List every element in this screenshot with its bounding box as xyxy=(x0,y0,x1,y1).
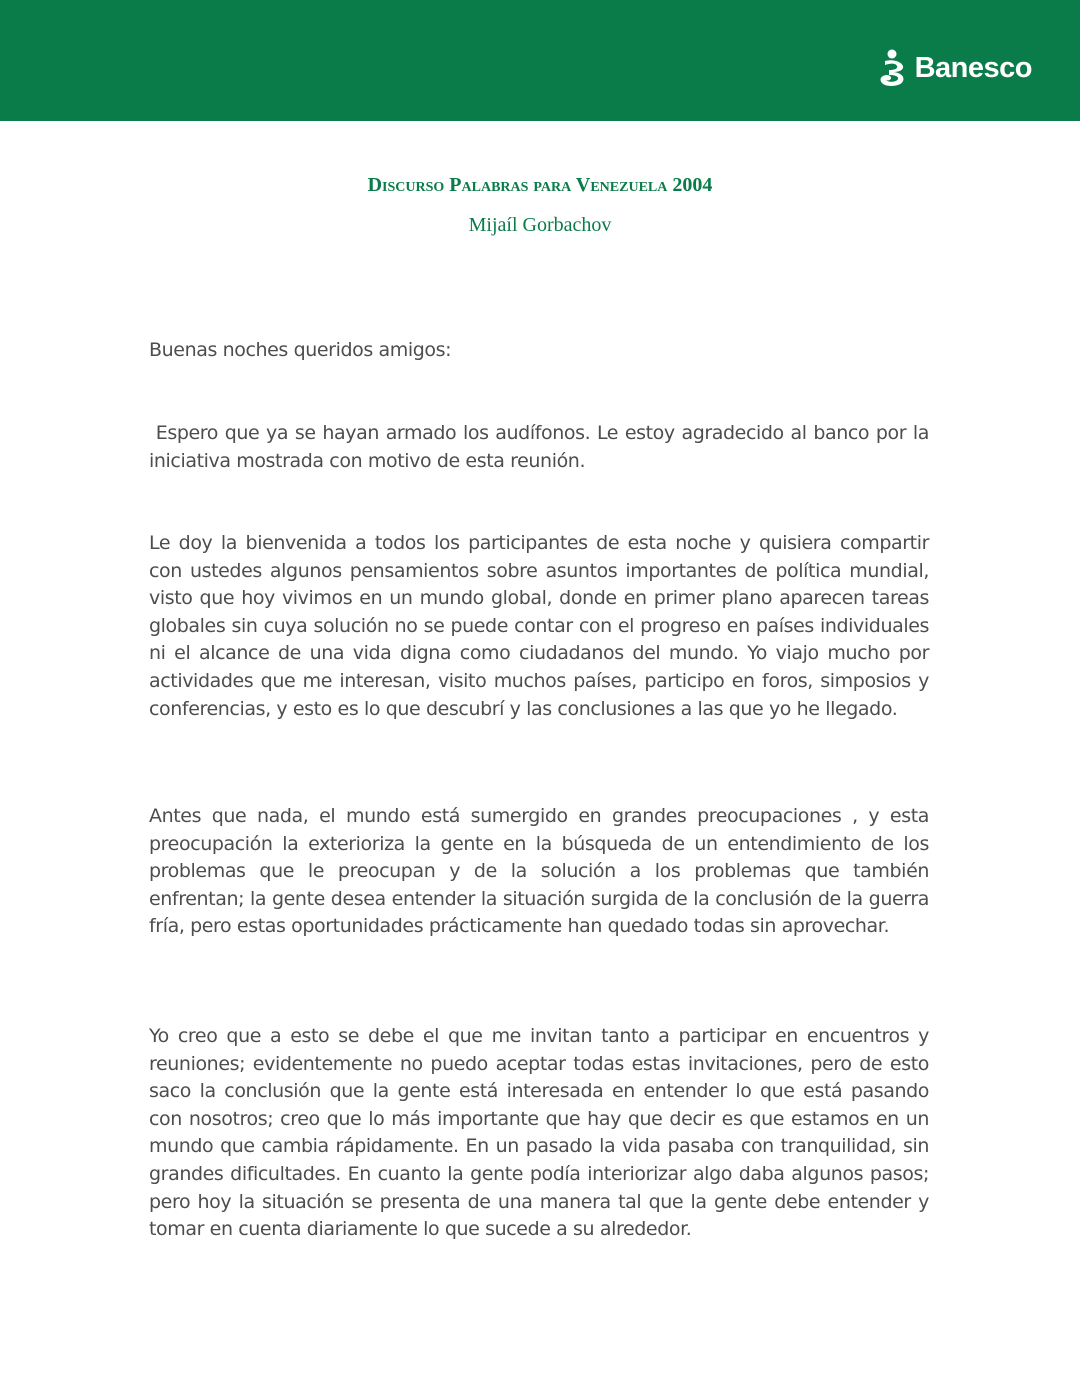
paragraph-text: Yo creo que a esto se debe el que me invitan tanto a participar en encuentros y reuniones; evidentemente no puedo aceptar todas estas invitaciones, pero de esto saco la conclusión que la gente está interesada en entender lo que está pasando con nosotros; creo que lo más importante que hay que decir es que estamos en un mundo que cambia rápidamente. En un pasado la vida pasaba con tranquilidad, sin grandes dificultades. En cuanto la gente podía interiorizar algo daba algunos pasos; pero hoy la situación se presenta de una manera tal que la gente debe entender y tomar en cuenta diariamente lo que sucede a su alrededor. xyxy=(149,1025,929,1241)
paragraph-1 xyxy=(149,420,935,475)
paragraph-text: Le doy la bienvenida a todos los participantes de esta noche y quisiera compartir con ustedes algunos pensamientos sobre asuntos importantes de política mundial, visto que hoy vivimos en un mundo global, donde en primer plano aparecen tareas globales sin cuya solución no se puede contar con el progreso en países individuales ni el alcance de una vida digna como ciudadanos del mundo. Yo viajo mucho por actividades que me interesan, visito muchos países, participo en foros, simposios y conferencias, y esto es lo que descubrí y las conclusiones a las que yo he llegado. xyxy=(149,532,929,720)
greeting-block xyxy=(149,337,929,365)
brand-name: Banesco xyxy=(914,51,1032,84)
paragraph-2 xyxy=(149,530,929,723)
banesco-logo-icon xyxy=(877,48,913,88)
document-title: Discurso Palabras para Venezuela 2004 xyxy=(367,174,713,196)
banesco-logo xyxy=(877,48,1032,88)
header-bar xyxy=(0,0,1080,121)
document-author: Mijaíl Gorbachov xyxy=(468,214,612,236)
paragraph-text: Espero que ya se hayan armado los audífonos. Le estoy agradecido al banco por la iniciativa mostrada con motivo de esta reunión. xyxy=(149,422,935,472)
paragraph-3 xyxy=(149,803,929,941)
greeting-text: Buenas noches queridos amigos: xyxy=(149,339,452,361)
paragraph-4 xyxy=(149,1023,929,1244)
paragraph-text: Antes que nada, el mundo está sumergido en grandes preocupaciones , y esta preocupación la exterioriza la gente en la búsqueda de un entendimiento de los problemas que le preocupan y de la solución a los problemas que también enfrentan; la gente desea entender la situación surgida de la conclusión de la guerra fría, pero estas oportunidades prácticamente han quedado todas sin aprovechar. xyxy=(149,805,929,938)
